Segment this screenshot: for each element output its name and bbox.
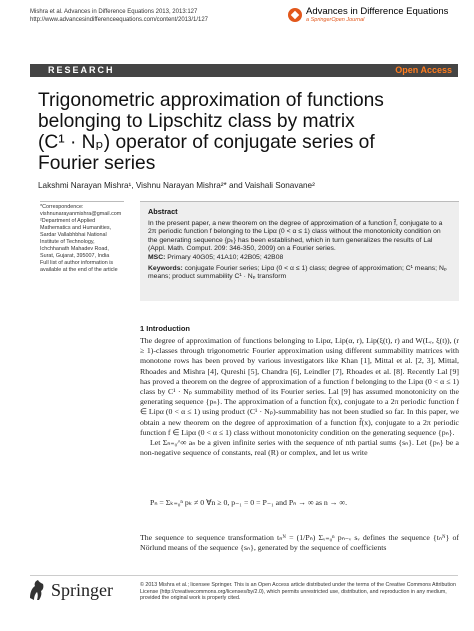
title-line: Fourier series (38, 153, 156, 174)
abstract-text: In the present paper, a new theorem on the degree of approximation of a function f̃, conjugate to a 2π periodic function f belonging to the Lipα (0 < α ≤ 1) class without the monotonicity condition on the generating sequence {pₖ} has been established, which in turn generalizes the results of Lal (Appl. Math. Comput. 209: 346-350, 2009) on a Fourier series. (148, 220, 443, 252)
body-text-continued (140, 525, 459, 561)
journal-subtitle: a SpringerOpen Journal (306, 17, 365, 23)
author-info-note: Full list of author information is available at the end of the article (40, 260, 118, 273)
license-text: © 2013 Mishra et al.; licensee Springer. This is an Open Access article distributed under the terms of the Creative Commons Attribution License (http://creativecommons.org/licenses/by/2.0), which permits unrestricted use, distribution, and reproduction in any medium, provided the original work is properly cited. (140, 582, 456, 602)
article-type-label: RESEARCH (48, 65, 115, 75)
publisher-name: Springer (51, 579, 113, 600)
equation: Pₙ = Σₖ₌₀ⁿ pₖ ≠ 0 ∀n ≥ 0, p₋₁ = 0 = P₋₁ and Pₙ → ∞ as n → ∞. (150, 498, 348, 507)
affiliation: ²Department of Applied Mathematics and Humanities, Sardar Vallabhbhai National Institute of Technology, Ichchhanath Mahadev Road, Surat, Gujarat, 395007, India (40, 218, 112, 259)
journal-emblem-icon (288, 8, 302, 22)
correspondence-email[interactable]: vishnunarayanmishra@gmail.com (40, 211, 122, 217)
citation-line: Mishra et al. Advances in Difference Equations 2013, 2013:127 (30, 9, 198, 15)
open-access-label: Open Access (395, 65, 452, 75)
author-notes (40, 201, 124, 274)
article-url[interactable]: http://www.advancesindifferenceequations.com/content/2013/1/127 (30, 17, 209, 23)
running-header (30, 8, 208, 24)
abstract-heading: Abstract (148, 207, 178, 216)
title-line: (C¹ · Nₚ) operator of conjugate series of (38, 132, 375, 153)
paragraph: The degree of approximation of functions belonging to Lipα, Lip(α, r), Lip(ξ(t), r) and W(Lᵣ, ξ(t)), (r ≥ 1)-classes through trigonometric Fourier approximation using different summability matrices with monotone rows has been proved by various investigators like Khan [1], Mittal et al. [2, 3], Mittal, Rhoades and Mishra [4], Qureshi [5], Chandra [6], Leindler [7], Rhoades et al. [8]. Recently Lal [9] has proved a theorem on the degree of approximation of a function f belonging to the Lipα (0 < α ≤ 1) class by C¹ · Nₚ summability method of its Fourier series. Lal [9] has assumed monotonicity on the generating sequence {pₙ}. The approximation of a function f̃(x), conjugate to a 2π periodic function f ∈ Lipα (0 < α ≤ 1) using product (C¹ · Nₚ)-summability has not been studied so far. In this paper, we obtain a new theorem on the degree of approximation of a function f̃(x), conjugate to a 2π periodic function f ∈ Lipα (0 < α ≤ 1) class without monotonicity condition on the generating sequence {pₙ}. (140, 336, 459, 437)
author-list: Lakshmi Narayan Mishra¹, Vishnu Narayan Mishra²* and Vaishali Sonavane² (38, 181, 315, 190)
paper-title (38, 90, 448, 174)
correspondence-label: *Correspondence: (40, 204, 84, 210)
footer-divider (30, 575, 458, 576)
title-line: belonging to Lipschitz class by matrix (38, 111, 355, 132)
body-text (140, 336, 459, 458)
keywords-label: Keywords: (148, 265, 183, 273)
msc-line (148, 254, 451, 261)
journal-name: Advances in Difference Equations (306, 6, 449, 17)
msc-label: MSC: (148, 254, 166, 262)
article-type-banner (30, 64, 458, 77)
paragraph: The sequence to sequence transformation tₙᴺ = (1/Pₙ) Σᵥ₌₀ⁿ pₙ₋ᵥ sᵥ defines the sequence {tₙᴺ} of Nörlund means of the sequence {sₙ}, generated by the sequence of coefficients (140, 532, 459, 552)
section-heading: 1 Introduction (140, 324, 190, 333)
msc-values: Primary 40G05; 41A10; 42B05; 42B08 (167, 254, 284, 262)
journal-logo[interactable] (288, 6, 458, 30)
keywords-values: conjugate Fourier series; Lipα (0 < α ≤ 1) class; degree of approximation; C¹ means; Nₚ means; product summability C¹ · Nₚ transform (148, 265, 447, 281)
keywords-line (148, 265, 451, 282)
title-line: Trigonometric approximation of functions (38, 90, 384, 111)
publisher-logo[interactable] (26, 578, 113, 602)
abstract-box (140, 201, 459, 301)
paragraph: Let Σₙ₌₀^∞ aₙ be a given infinite series with the sequence of nth partial sums {sₙ}. Let {pₙ} be a non-negative sequence of constants, real (R) or complex, and let us write (140, 438, 459, 458)
springer-horse-icon (26, 578, 48, 602)
